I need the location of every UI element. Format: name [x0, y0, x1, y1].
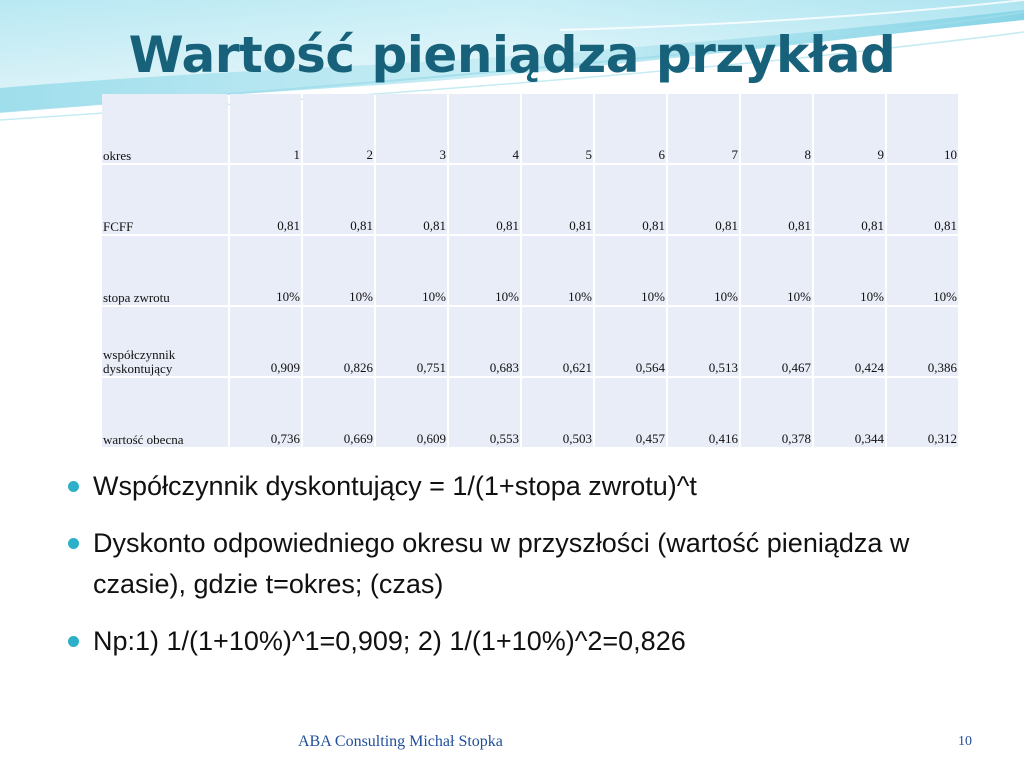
table-cell: 0,513	[668, 307, 739, 376]
table-cell: 5	[522, 94, 593, 163]
table-cell: 0,609	[376, 378, 447, 447]
table-cell: 0,81	[303, 165, 374, 234]
table-cell: 0,467	[741, 307, 812, 376]
row-label: współczynnik dyskontujący	[102, 307, 228, 376]
table-cell: 10%	[449, 236, 520, 305]
table-cell: 10%	[303, 236, 374, 305]
table-cell: 4	[449, 94, 520, 163]
table-cell: 0,81	[668, 165, 739, 234]
table-cell: 0,751	[376, 307, 447, 376]
bullet-dot-icon	[68, 538, 79, 549]
table-cell: 10%	[230, 236, 301, 305]
bullet-list	[66, 466, 966, 678]
table-cell: 0,564	[595, 307, 666, 376]
bullet-item	[66, 523, 966, 605]
table-row	[102, 307, 958, 376]
bullet-text: Współczynnik dyskontujący = 1/(1+stopa zwrotu)^t	[93, 471, 697, 501]
data-table	[100, 92, 960, 449]
table-cell: 10%	[376, 236, 447, 305]
table-cell: 0,81	[376, 165, 447, 234]
table-row	[102, 378, 958, 447]
table-cell: 0,416	[668, 378, 739, 447]
table-cell: 3	[376, 94, 447, 163]
slide-title: Wartość pieniądza przykład	[128, 26, 896, 84]
table-cell: 0,81	[230, 165, 301, 234]
table-cell: 10	[887, 94, 958, 163]
table-cell: 10%	[887, 236, 958, 305]
table-cell: 10%	[814, 236, 885, 305]
table-cell: 10%	[741, 236, 812, 305]
table-row	[102, 94, 958, 163]
table-row	[102, 165, 958, 234]
row-label: FCFF	[102, 165, 228, 234]
row-label: okres	[102, 94, 228, 163]
table-cell: 0,81	[595, 165, 666, 234]
table-cell: 0,826	[303, 307, 374, 376]
table-cell: 0,312	[887, 378, 958, 447]
table-cell: 0,909	[230, 307, 301, 376]
bullet-item	[66, 466, 966, 507]
table-row	[102, 236, 958, 305]
table-cell: 0,81	[887, 165, 958, 234]
table-cell: 0,736	[230, 378, 301, 447]
table-cell: 10%	[522, 236, 593, 305]
table-cell: 0,457	[595, 378, 666, 447]
table-cell: 0,683	[449, 307, 520, 376]
table-cell: 1	[230, 94, 301, 163]
footer-text: ABA Consulting Michał Stopka	[298, 733, 503, 750]
table-cell: 0,81	[522, 165, 593, 234]
table-cell: 10%	[595, 236, 666, 305]
bullet-text: Np:1) 1/(1+10%)^1=0,909; 2) 1/(1+10%)^2=0,826	[93, 626, 686, 656]
page-number: 10	[958, 734, 972, 749]
discount-table	[100, 92, 960, 449]
bullet-dot-icon	[68, 481, 79, 492]
table-cell: 8	[741, 94, 812, 163]
table-cell: 0,378	[741, 378, 812, 447]
row-label: wartość obecna	[102, 378, 228, 447]
table-cell: 10%	[668, 236, 739, 305]
table-cell: 9	[814, 94, 885, 163]
table-cell: 0,81	[741, 165, 812, 234]
bullet-dot-icon	[68, 636, 79, 647]
table-cell: 2	[303, 94, 374, 163]
table-cell: 0,503	[522, 378, 593, 447]
table-cell: 0,669	[303, 378, 374, 447]
table-cell: 0,344	[814, 378, 885, 447]
bullet-item	[66, 621, 966, 662]
table-cell: 0,424	[814, 307, 885, 376]
table-cell: 0,386	[887, 307, 958, 376]
table-cell: 6	[595, 94, 666, 163]
table-cell: 0,81	[814, 165, 885, 234]
bullet-text: Dyskonto odpowiedniego okresu w przyszłości (wartość pieniądza w czasie), gdzie t=okres; (czas)	[93, 528, 910, 599]
table-cell: 0,621	[522, 307, 593, 376]
table-cell: 0,81	[449, 165, 520, 234]
table-cell: 7	[668, 94, 739, 163]
table-cell: 0,553	[449, 378, 520, 447]
row-label: stopa zwrotu	[102, 236, 228, 305]
